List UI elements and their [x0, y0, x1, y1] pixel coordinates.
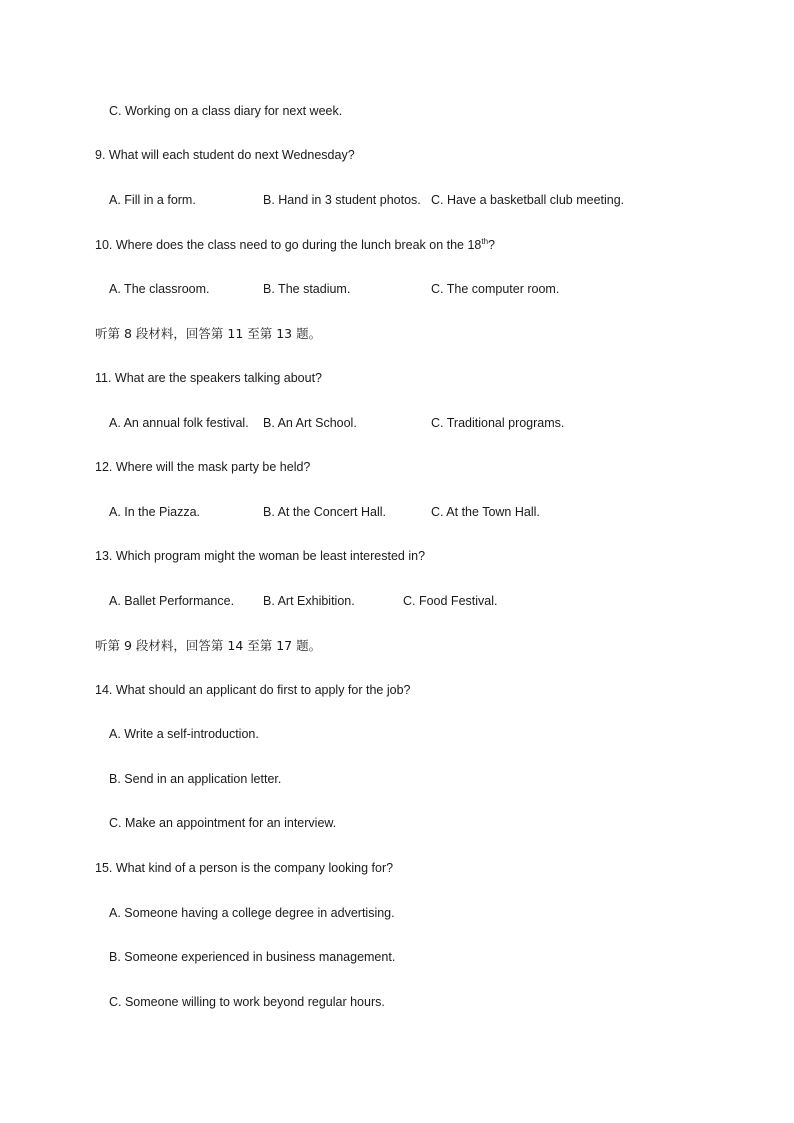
q13-options [0, 593, 794, 609]
q10-question-end: ? [488, 238, 495, 252]
q15-question: 15. What kind of a person is the company looking for? [95, 861, 394, 875]
q12-options [0, 504, 794, 520]
q13-option-b: B. Art Exhibition. [263, 594, 355, 608]
q9-question: 9. What will each student do next Wednesday? [95, 148, 355, 162]
q13-question: 13. Which program might the woman be least interested in? [95, 549, 426, 563]
section-9-heading: 听第 9 段材料，回答第 14 至第 17 题。 [95, 638, 322, 653]
q12-option-c: C. At the Town Hall. [431, 505, 540, 519]
q15-option-c: C. Someone willing to work beyond regular hours. [109, 995, 385, 1009]
q14-option-c: C. Make an appointment for an interview. [109, 816, 337, 830]
q9-options [0, 192, 794, 208]
q12-option-a: A. In the Piazza. [109, 505, 201, 519]
q14-option-a: A. Write a self-introduction. [109, 727, 259, 741]
q10-question-text: 10. Where does the class need to go during the lunch break on the 18 [95, 238, 482, 252]
q11-option-b: B. An Art School. [263, 416, 357, 430]
q13-option-a: A. Ballet Performance. [109, 594, 235, 608]
q10-option-c: C. The computer room. [431, 282, 560, 296]
q9-option-b: B. Hand in 3 student photos. [263, 193, 421, 207]
q13-option-c: C. Food Festival. [403, 594, 498, 608]
q11-option-a: A. An annual folk festival. [109, 416, 249, 430]
q15-option-a: A. Someone having a college degree in advertising. [109, 906, 395, 920]
q10-question [95, 237, 495, 253]
q9-option-c: C. Have a basketball club meeting. [431, 193, 625, 207]
q8-option-c: C. Working on a class diary for next week. [109, 104, 343, 118]
q14-question: 14. What should an applicant do first to apply for the job? [95, 683, 411, 697]
q14-option-b: B. Send in an application letter. [109, 772, 282, 786]
q11-options [0, 415, 794, 431]
q10-option-a: A. The classroom. [109, 282, 210, 296]
q12-option-b: B. At the Concert Hall. [263, 505, 386, 519]
q15-option-b: B. Someone experienced in business management. [109, 950, 396, 964]
q10-option-b: B. The stadium. [263, 282, 351, 296]
q11-option-c: C. Traditional programs. [431, 416, 565, 430]
q10-question-sup: th [481, 236, 489, 246]
q11-question: 11. What are the speakers talking about? [95, 371, 322, 385]
q12-question: 12. Where will the mask party be held? [95, 460, 311, 474]
section-8-heading: 听第 8 段材料，回答第 11 至第 13 题。 [95, 326, 322, 341]
q10-options [0, 281, 794, 297]
q9-option-a: A. Fill in a form. [109, 193, 196, 207]
